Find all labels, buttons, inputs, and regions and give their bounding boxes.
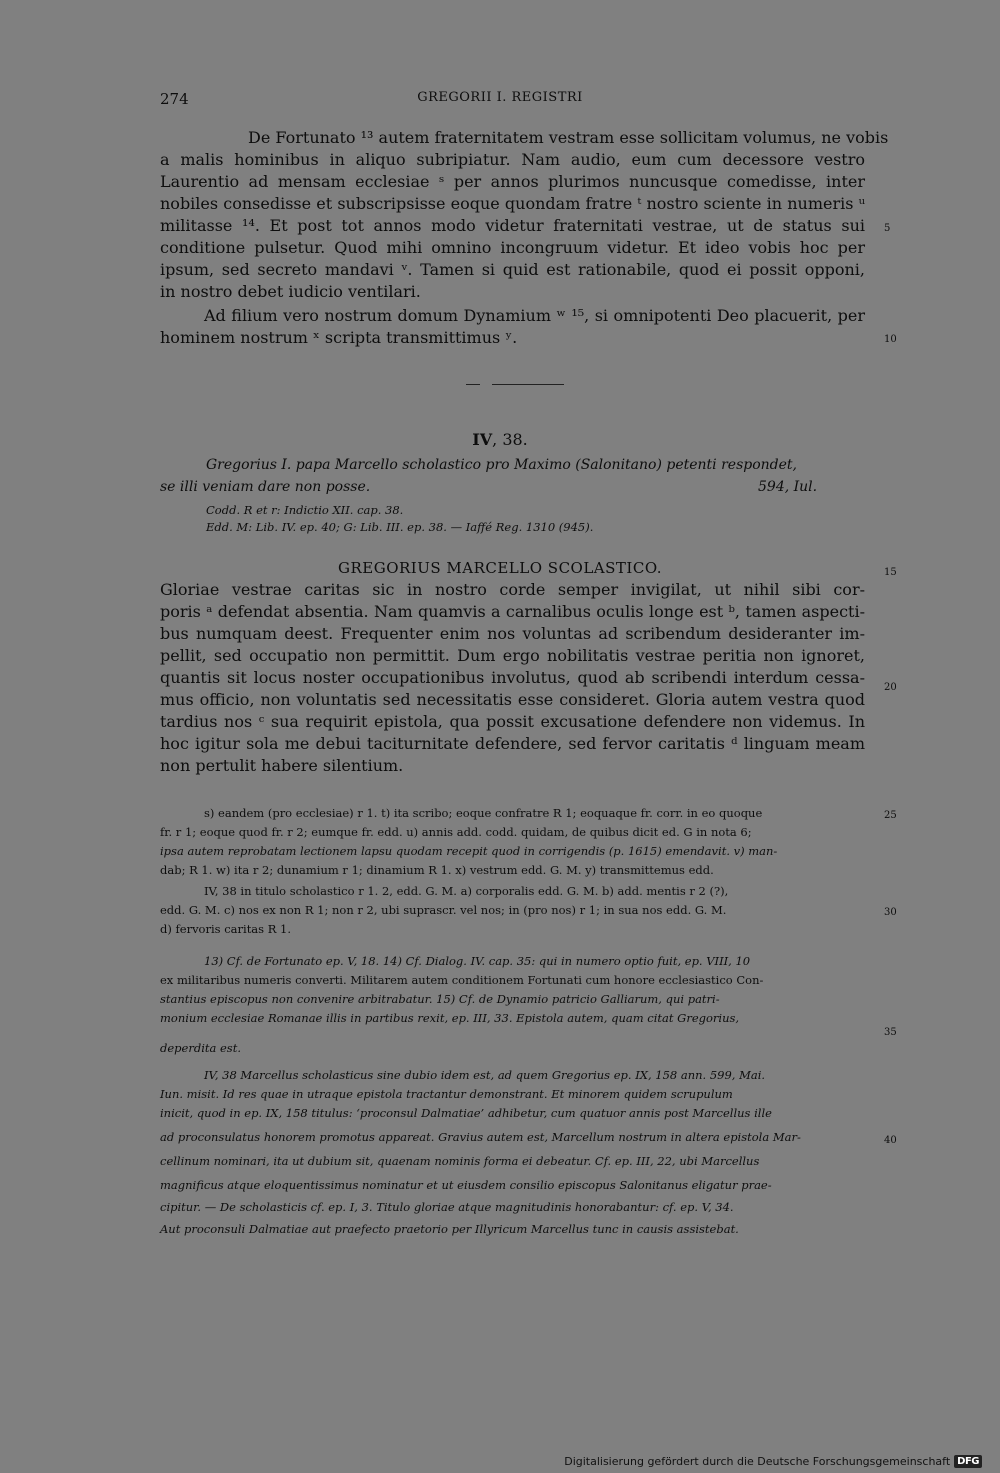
page-number: 274 xyxy=(160,90,189,108)
text-line: Gloriae vestrae caritas sic in nostro corde semper invigilat, ut nihil sibi cor- xyxy=(160,580,865,599)
codices-line: Codd. R et r: Indictio XII. cap. 38. xyxy=(206,503,404,517)
text-line: mus officio, non voluntatis sed necessitatis esse consideret. Gloria autem vestra quod xyxy=(160,690,865,709)
commentary-line: stantius episcopus non convenire arbitrabatur. 15) Cf. de Dynamio patricio Galliarum, qui patri- xyxy=(160,992,720,1006)
commentary-line: Aut proconsuli Dalmatiae aut praefecto praetorio per Illyricum Marcellus tunc in causis assistebat. xyxy=(160,1222,739,1236)
commentary-line: ad proconsulatus honorem promotus appareat. Gravius autem est, Marcellum nostrum in altera epistola Mar- xyxy=(160,1130,801,1144)
commentary-line: cipitur. — De scholasticis cf. ep. I, 3. Titulo gloriae atque magnitudinis honorabantur: cf. ep. V, 34. xyxy=(160,1200,734,1214)
text-line: poris ᵃ defendat absentia. Nam quamvis a carnalibus oculis longe est ᵇ, tamen aspecti- xyxy=(160,602,865,621)
letter-number xyxy=(0,430,1000,449)
apparatus-line: edd. G. M. c) nos ex non R 1; non r 2, ubi suprascr. vel nos; in (pro nos) r 1; in sua nos edd. G. M. xyxy=(160,903,727,917)
text-line: bus numquam deest. Frequenter enim nos voluntas ad scribendum desideranter im- xyxy=(160,624,865,643)
letter-date: 594, Iul. xyxy=(758,479,818,495)
text-line: De Fortunato ¹³ autem fraternitatem vestram esse sollicitam volumus, ne vobis xyxy=(248,128,889,147)
credit-text: Digitalisierung gefördert durch die Deutsche Forschungsgemeinschaft xyxy=(564,1455,951,1468)
text-line: a malis hominibus in aliquo subripiatur. Nam audio, eum cum decessore vestro xyxy=(160,150,865,169)
text-line: nobiles consedisse et subscripsisse eoque quondam fratre ᵗ nostro sciente in numeris ᵘ xyxy=(160,194,865,213)
letter-summary: se illi veniam dare non posse. xyxy=(160,479,371,495)
line-number: 10 xyxy=(884,334,897,345)
apparatus-line: d) fervoris caritas R 1. xyxy=(160,922,292,936)
text-line: in nostro debet iudicio ventilari. xyxy=(160,282,421,301)
line-number: 5 xyxy=(884,223,891,234)
apparatus-line: s) eandem (pro ecclesiae) r 1. t) ita scribo; eoque confratre R 1; eoquaque fr. corr. in eo quoque xyxy=(204,806,763,820)
text-line: conditione pulsetur. Quod mihi omnino incongruum videtur. Et ideo vobis hoc per xyxy=(160,238,865,257)
commentary-line: inicit, quod in ep. IX, 158 titulus: ‘proconsul Dalmatiae’ adhibetur, cum quatuor annis post Marcellus ille xyxy=(160,1106,772,1120)
text-line: ipsum, sed secreto mandavi ᵛ. Tamen si quid est rationabile, quod ei possit opponi, xyxy=(160,260,865,279)
commentary-line: Iun. misit. Id res quae in utraque epistola tractantur demonstrant. Et minorem quidem scrupulum xyxy=(160,1087,733,1101)
letter-number-roman: IV xyxy=(472,430,493,449)
commentary-line: 13) Cf. de Fortunato ep. V, 18. 14) Cf. Dialog. IV. cap. 35: qui in numero optio fuit, ep. VIII, 10 xyxy=(204,954,751,968)
commentary-line: cellinum nominari, ita ut dubium sit, quaenam nominis forma ei debeatur. Cf. ep. III, 22, ubi Marcellus xyxy=(160,1154,760,1168)
text-line: militasse ¹⁴. Et post tot annos modo videtur fraternitati vestrae, ut de status sui xyxy=(160,216,865,235)
running-title: GREGORII I. REGISTRI xyxy=(417,90,583,105)
separator-rule xyxy=(492,384,564,385)
line-number: 20 xyxy=(884,682,897,693)
text-line: non pertulit habere silentium. xyxy=(160,756,404,775)
text-line: Laurentio ad mensam ecclesiae ˢ per annos plurimos nuncusque comedisse, inter xyxy=(160,172,865,191)
commentary-line: magnificus atque eloquentissimus nominatur et ut eiusdem consilio episcopus Salonitanus eligatur prae- xyxy=(160,1178,772,1192)
salutation: GREGORIUS MARCELLO SCOLASTICO. xyxy=(337,559,663,577)
dfg-logo: DFG xyxy=(954,1455,982,1468)
letter-number-arabic: , 38. xyxy=(492,430,528,449)
line-number: 40 xyxy=(884,1135,897,1146)
commentary-line: ex militaribus numeris converti. Militarem autem conditionem Fortunati cum honore ecclesiastico Con- xyxy=(160,973,764,987)
commentary-line: deperdita est. xyxy=(160,1041,241,1055)
text-line: quantis sit locus noster occupationibus involutus, quod ab scribendi interdum cessa- xyxy=(160,668,865,687)
text-line: hominem nostrum ˣ scripta transmittimus ʸ. xyxy=(160,328,518,347)
line-number: 25 xyxy=(884,810,897,821)
text-line: pellit, sed occupatio non permittit. Dum ergo nobilitatis vestrae peritia non ignoret, xyxy=(160,646,865,665)
text-line: Ad filium vero nostrum domum Dynamium ʷ ¹⁵, si omnipotenti Deo placuerit, per xyxy=(204,306,865,325)
line-number: 35 xyxy=(884,1027,897,1038)
line-number: 15 xyxy=(884,567,897,578)
digitization-credit xyxy=(564,1455,982,1468)
line-number: 30 xyxy=(884,907,897,918)
apparatus-line: ipsa autem reprobatam lectionem lapsu quodam recepit quod in corrigendis (p. 1615) emendavit. v) man- xyxy=(160,844,778,858)
apparatus-line: IV, 38 in titulo scholastico r 1. 2, edd. G. M. a) corporalis edd. G. M. b) add. mentis r 2 (?), xyxy=(204,884,729,898)
commentary-line: monium ecclesiae Romanae illis in partibus rexit, ep. III, 33. Epistola autem, quam citat Gregorius, xyxy=(160,1011,740,1025)
editions-line: Edd. M: Lib. IV. ep. 40; G: Lib. III. ep. 38. — Iaffé Reg. 1310 (945). xyxy=(206,520,594,534)
separator-rule-short xyxy=(466,384,480,385)
letter-summary: Gregorius I. papa Marcello scholastico pro Maximo (Salonitano) petenti respondet, xyxy=(206,457,798,473)
apparatus-line: fr. r 1; eoque quod fr. r 2; eumque fr. edd. u) annis add. codd. quidam, de quibus dicit ed. G in nota 6; xyxy=(160,825,752,839)
apparatus-line: dab; R 1. w) ita r 2; dunamium r 1; dinamium R 1. x) vestrum edd. G. M. y) transmittemus edd. xyxy=(160,863,714,877)
text-line: hoc igitur sola me debui taciturnitate defendere, sed fervor caritatis ᵈ linguam meam xyxy=(160,734,865,753)
commentary-line: IV, 38 Marcellus scholasticus sine dubio idem est, ad quem Gregorius ep. IX, 158 ann. 599, Mai. xyxy=(204,1068,766,1082)
text-line: tardius nos ᶜ sua requirit epistola, qua possit excusatione defendere non videmus. In xyxy=(160,712,865,731)
